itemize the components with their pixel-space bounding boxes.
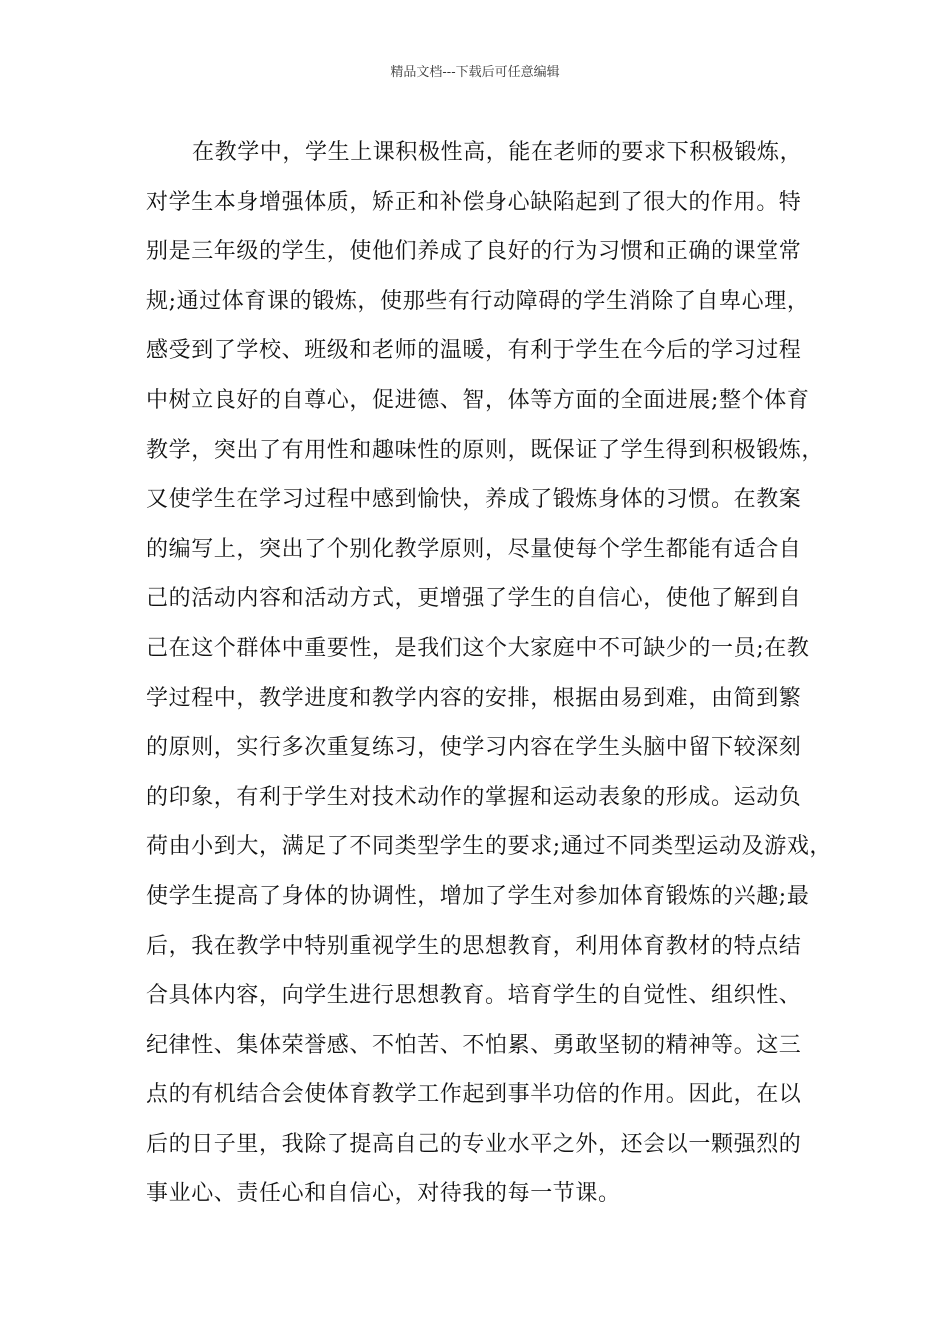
paragraph-line: 己在这个群体中重要性，是我们这个大家庭中不可缺少的一员;在教 — [146, 635, 810, 661]
paragraph-line: 对学生本身增强体质，矫正和补偿身心缺陷起到了很大的作用。特 — [146, 189, 802, 215]
paragraph-line: 感受到了学校、班级和老师的温暖，有利于学生在今后的学习过程 — [146, 338, 802, 364]
paragraph-line: 后，我在教学中特别重视学生的思想教育，利用体育教材的特点结 — [146, 933, 802, 959]
paragraph-line: 的印象，有利于学生对技术动作的掌握和运动表象的形成。运动负 — [146, 784, 802, 810]
paragraph-line: 学过程中，教学进度和教学内容的安排，根据由易到难，由简到繁 — [146, 685, 802, 711]
paragraph-line: 规;通过体育课的锻炼，使那些有行动障碍的学生消除了自卑心理， — [146, 288, 810, 314]
paragraph-line: 又使学生在学习过程中感到愉快，养成了锻炼身体的习惯。在教案 — [146, 487, 802, 513]
paragraph-line: 使学生提高了身体的协调性，增加了学生对参加体育锻炼的兴趣;最 — [146, 883, 810, 909]
paragraph-line: 己的活动内容和活动方式，更增强了学生的自信心，使他了解到自 — [146, 586, 802, 612]
paragraph-line: 别是三年级的学生，使他们养成了良好的行为习惯和正确的课堂常 — [146, 239, 802, 265]
paragraph-line: 荷由小到大，满足了不同类型学生的要求;通过不同类型运动及游戏， — [146, 834, 833, 860]
paragraph-line: 中树立良好的自尊心，促进德、智，体等方面的全面进展;整个体育 — [146, 387, 810, 413]
paragraph-line: 的编写上，突出了个别化教学原则，尽量使每个学生都能有适合自 — [146, 536, 802, 562]
paragraph-line: 在教学中，学生上课积极性高，能在老师的要求下积极锻炼， — [192, 140, 803, 165]
paragraph-line: 合具体内容，向学生进行思想教育。培育学生的自觉性、组织性、 — [146, 983, 802, 1009]
paragraph-line: 事业心、责任心和自信心，对待我的每一节课。 — [146, 1181, 621, 1207]
page-header: 精品文档---下载后可任意编辑 — [390, 65, 560, 80]
body-paragraph — [146, 128, 833, 1219]
paragraph-line: 教学，突出了有用性和趣味性的原则，既保证了学生得到积极锻炼， — [146, 437, 825, 463]
paragraph-line: 纪律性、集体荣誉感、不怕苦、不怕累、勇敢坚韧的精神等。这三 — [146, 1032, 802, 1058]
paragraph-line: 后的日子里，我除了提高自己的专业水平之外，还会以一颗强烈的 — [146, 1131, 802, 1157]
paragraph-line: 的原则，实行多次重复练习，使学习内容在学生头脑中留下较深刻 — [146, 735, 802, 761]
paragraph-line: 点的有机结合会使体育教学工作起到事半功倍的作用。因此，在以 — [146, 1082, 802, 1108]
